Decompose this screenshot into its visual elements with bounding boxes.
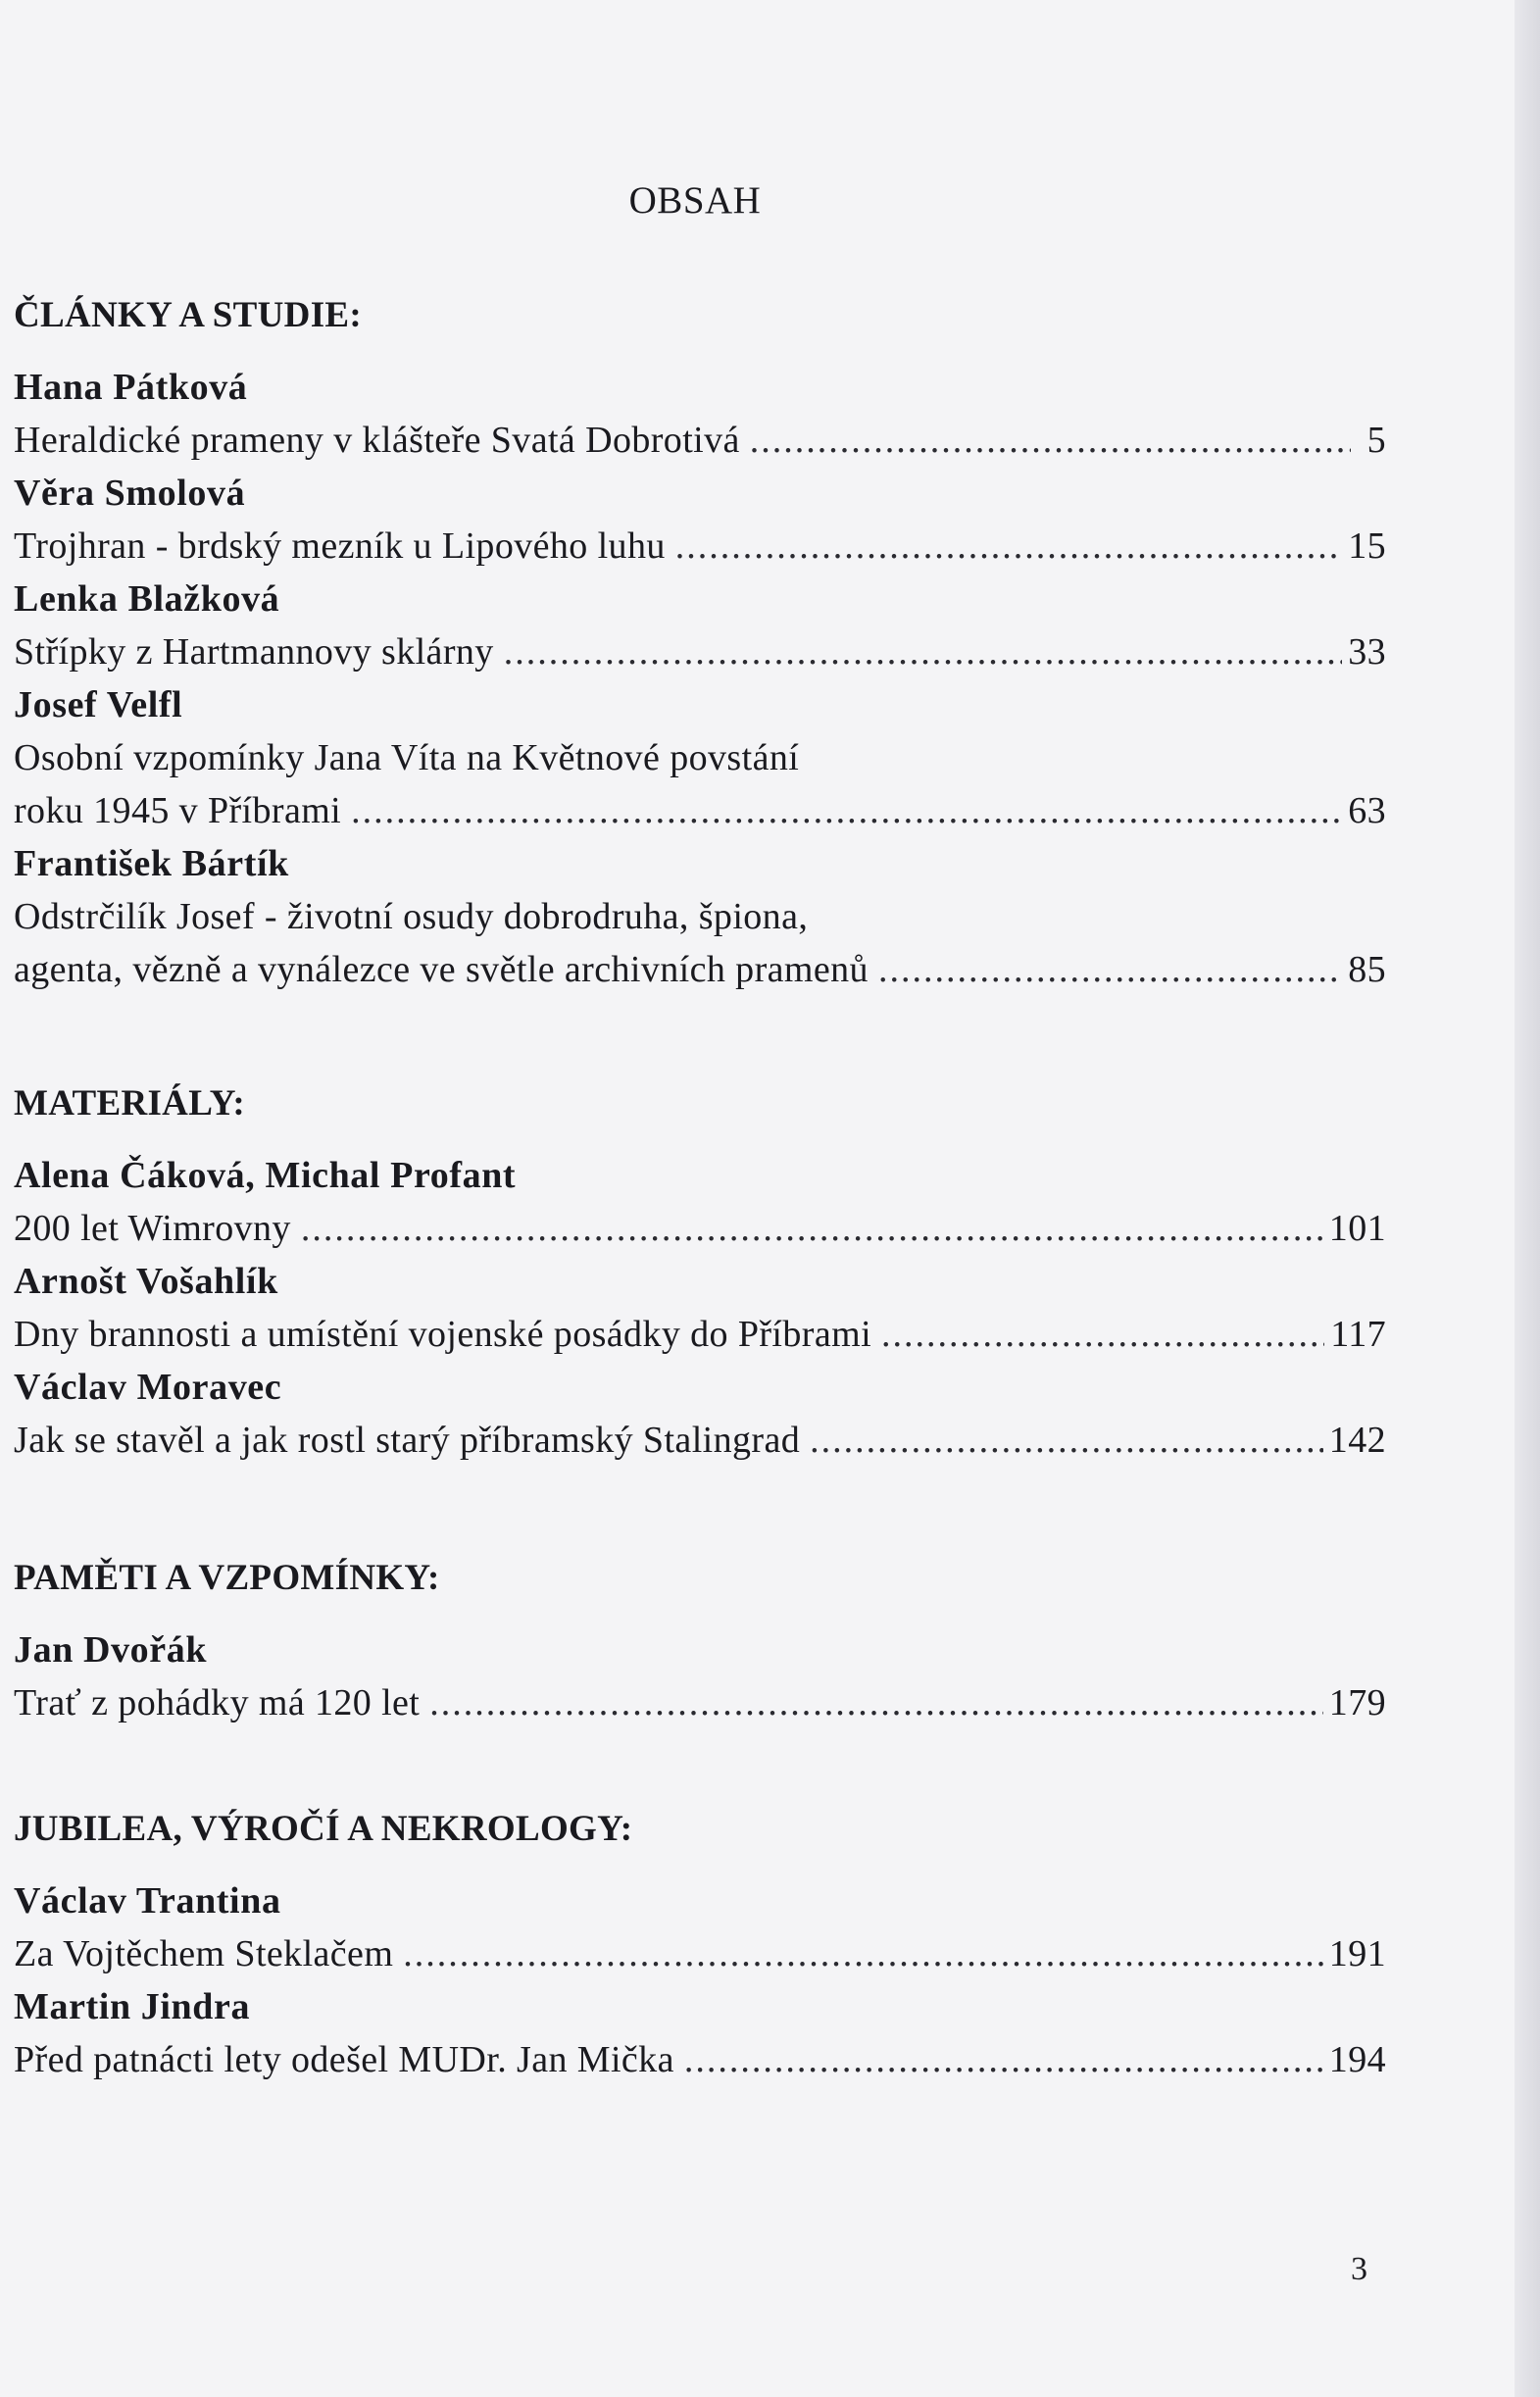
entry-title: 200 let Wimrovny xyxy=(14,1208,291,1249)
toc-entry[interactable] xyxy=(14,1149,1386,1255)
entry-line xyxy=(14,1927,1386,1980)
entry-author: Josef Velfl xyxy=(14,684,183,725)
entry-line xyxy=(14,625,1386,678)
entry-line xyxy=(14,731,1386,784)
dot-leader xyxy=(403,1927,1323,1980)
entry-author: Václav Trantina xyxy=(14,1880,281,1922)
table-of-contents-page xyxy=(14,0,1386,2397)
dot-leader xyxy=(504,625,1343,678)
section-materialy xyxy=(14,1078,1386,1467)
entry-author: Václav Moravec xyxy=(14,1367,282,1408)
dot-leader xyxy=(810,1414,1323,1467)
entry-line xyxy=(14,943,1386,996)
toc-entry[interactable] xyxy=(14,837,1386,996)
entry-author: Hana Pátková xyxy=(14,367,248,408)
toc-entry[interactable] xyxy=(14,1361,1386,1467)
section-heading: PAMĚTI A VZPOMÍNKY: xyxy=(14,1558,440,1598)
entry-title: Osobní vzpomínky Jana Víta na Květnové povstání xyxy=(14,737,800,778)
section-jubilea-vyroci-a-nekrology xyxy=(14,1804,1386,2086)
entry-line xyxy=(14,890,1386,943)
toc-entry[interactable] xyxy=(14,1623,1386,1729)
entry-title: Odstrčilík Josef - životní osudy dobrodruha, špiona, xyxy=(14,896,809,937)
entry-line xyxy=(14,1202,1386,1255)
entry-title: Heraldické prameny v klášteře Svatá Dobrotivá xyxy=(14,420,740,461)
entry-title: Střípky z Hartmannovy sklárny xyxy=(14,631,494,673)
page-number: 85 xyxy=(1348,949,1386,990)
entry-author: Věra Smolová xyxy=(14,473,246,514)
entry-author: Arnošt Vošahlík xyxy=(14,1261,278,1302)
entry-title: Trať z pohádky má 120 let xyxy=(14,1682,421,1723)
dot-leader xyxy=(675,520,1342,573)
section-clanky-a-studie xyxy=(14,290,1386,996)
page-edge xyxy=(1515,0,1540,2397)
toc-entry[interactable] xyxy=(14,361,1386,467)
entry-title-continued: roku 1945 v Příbrami xyxy=(14,790,342,831)
toc-entry[interactable] xyxy=(14,1874,1386,1980)
toc-entry[interactable] xyxy=(14,467,1386,573)
page-title: OBSAH xyxy=(628,179,762,222)
page-folio-number: 3 xyxy=(1351,2251,1367,2287)
toc-entry[interactable] xyxy=(14,573,1386,678)
dot-leader xyxy=(750,414,1351,467)
page-number: 5 xyxy=(1366,420,1386,461)
dot-leader xyxy=(881,1308,1324,1361)
page-number: 15 xyxy=(1348,525,1386,567)
page-number: 191 xyxy=(1328,1933,1386,1974)
page-number: 63 xyxy=(1348,790,1386,831)
dot-leader xyxy=(351,784,1342,837)
entry-line xyxy=(14,1676,1386,1729)
toc-entry[interactable] xyxy=(14,678,1386,837)
dot-leader xyxy=(301,1202,1323,1255)
entry-line xyxy=(14,1308,1386,1361)
section-heading: MATERIÁLY: xyxy=(14,1083,246,1124)
entry-title: Jak se stavěl a jak rostl starý příbramský Stalingrad xyxy=(14,1420,801,1461)
section-heading: ČLÁNKY A STUDIE: xyxy=(14,295,362,335)
entry-line xyxy=(14,414,1386,467)
entry-line xyxy=(14,2033,1386,2086)
entry-title: Před patnácti lety odešel MUDr. Jan Mička xyxy=(14,2039,674,2080)
toc-entry[interactable] xyxy=(14,1980,1386,2086)
entry-line xyxy=(14,1414,1386,1467)
dot-leader xyxy=(878,943,1342,996)
page-number: 142 xyxy=(1328,1420,1386,1461)
entry-line xyxy=(14,784,1386,837)
entry-author: Lenka Blažková xyxy=(14,578,280,620)
dot-leader xyxy=(429,1676,1323,1729)
page-number: 33 xyxy=(1348,631,1386,673)
dot-leader xyxy=(684,2033,1323,2086)
entry-title-continued: agenta, vězně a vynálezce ve světle archivních pramenů xyxy=(14,949,869,990)
entry-author: Alena Čáková, Michal Profant xyxy=(14,1155,517,1196)
page-number: 101 xyxy=(1328,1208,1386,1249)
page-number: 179 xyxy=(1328,1682,1386,1723)
page-number: 117 xyxy=(1330,1314,1386,1355)
entry-title: Trojhran - brdský mezník u Lipového luhu xyxy=(14,525,666,567)
section-pameti-a-vzpominky xyxy=(14,1553,1386,1729)
page-number: 194 xyxy=(1328,2039,1386,2080)
toc-entry[interactable] xyxy=(14,1255,1386,1361)
entry-title: Dny brannosti a umístění vojenské posádky do Příbrami xyxy=(14,1314,872,1355)
entry-title: Za Vojtěchem Steklačem xyxy=(14,1933,394,1974)
entry-line xyxy=(14,520,1386,573)
entry-author: František Bártík xyxy=(14,843,289,884)
entry-author: Martin Jindra xyxy=(14,1986,251,2027)
section-heading: JUBILEA, VÝROČÍ A NEKROLOGY: xyxy=(14,1809,633,1849)
entry-author: Jan Dvořák xyxy=(14,1629,208,1671)
